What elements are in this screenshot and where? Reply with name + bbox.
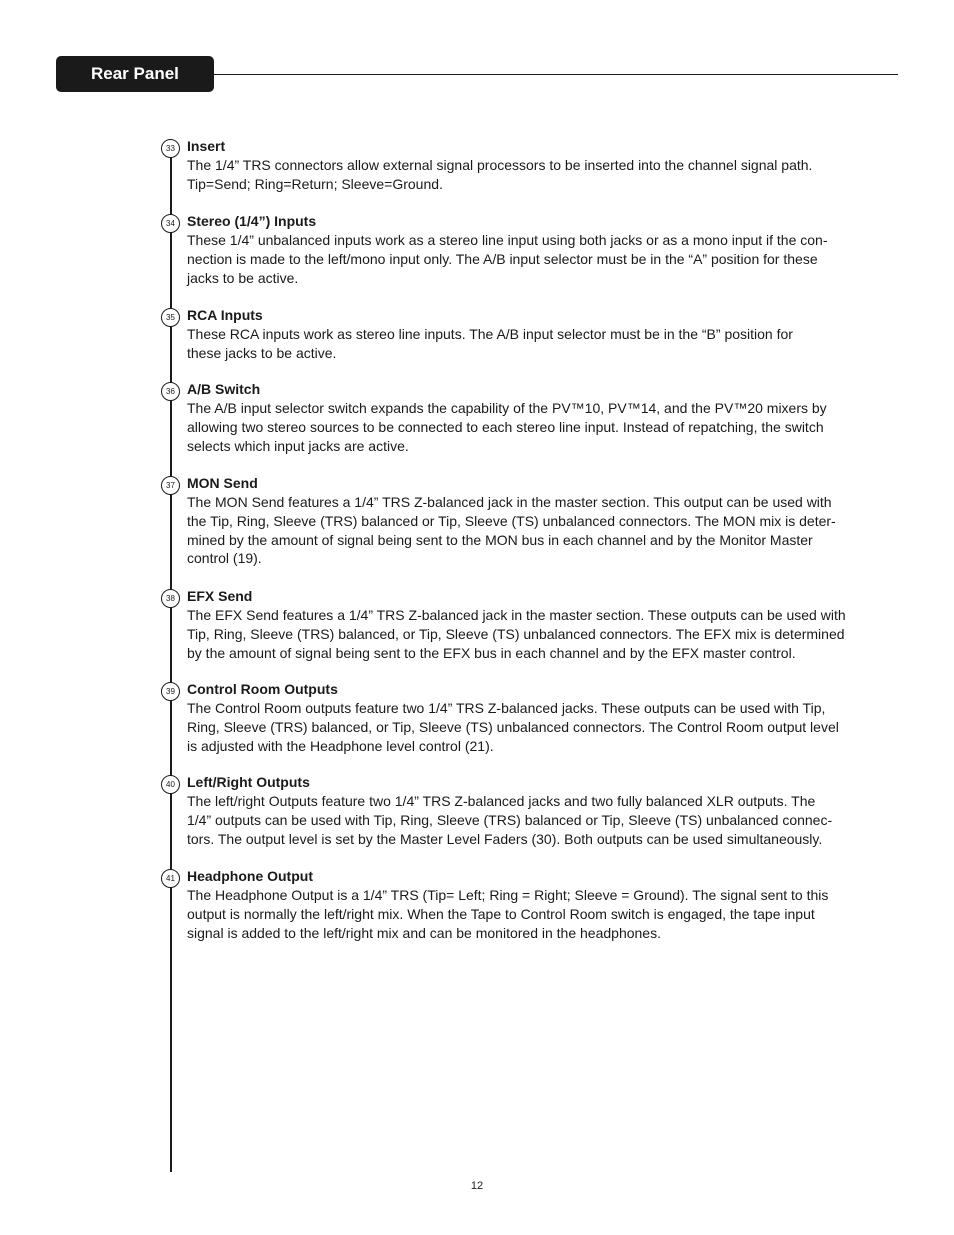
text-line: The Control Room outputs feature two 1/4” TRS Z-balanced jacks. These outputs can be used with Tip, bbox=[187, 700, 826, 716]
text-line: These 1/4” unbalanced inputs work as a stereo line input using both jacks or as a mono input if the con- bbox=[187, 232, 828, 248]
item-description bbox=[187, 886, 877, 942]
text-line: Tip=Send; Ring=Return; Sleeve=Ground. bbox=[187, 175, 443, 192]
item-title: Headphone Output bbox=[187, 868, 313, 884]
item-title: A/B Switch bbox=[187, 381, 261, 397]
item-number-badge: 41 bbox=[161, 869, 180, 888]
text-line: these jacks to be active. bbox=[187, 344, 337, 361]
item-title: Left/Right Outputs bbox=[187, 774, 310, 790]
item-description bbox=[187, 231, 877, 287]
text-line: the Tip, Ring, Sleeve (TRS) balanced or Tip, Sleeve (TS) unbalanced connectors. The MON mix is deter- bbox=[187, 512, 836, 529]
item-description bbox=[187, 493, 877, 568]
text-line: Ring, Sleeve (TRS) balanced, or Tip, Sleeve (TS) unbalanced connectors. The Control Room output level bbox=[187, 718, 839, 735]
text-line: The A/B input selector switch expands the capability of the PV™10, PV™14, and the PV™20 mixers by bbox=[187, 400, 827, 416]
item-description bbox=[187, 156, 877, 194]
item-title: MON Send bbox=[187, 475, 258, 491]
item-number-badge: 40 bbox=[161, 775, 180, 794]
item-title: Control Room Outputs bbox=[187, 681, 338, 697]
text-line: nection is made to the left/mono input only. The A/B input selector must be in the “A” position for these bbox=[187, 250, 818, 267]
text-line: These RCA inputs work as stereo line inputs. The A/B input selector must be in the “B” position for bbox=[187, 326, 793, 342]
item-description bbox=[187, 699, 877, 755]
text-line: The Headphone Output is a 1/4” TRS (Tip= Left; Ring = Right; Sleeve = Ground). The signal sent to this bbox=[187, 887, 829, 903]
item-number-badge: 33 bbox=[161, 139, 180, 158]
item-title: EFX Send bbox=[187, 588, 253, 604]
text-line: tors. The output level is set by the Master Level Faders (30). Both outputs can be used simultaneously. bbox=[187, 830, 823, 847]
item-description bbox=[187, 606, 877, 662]
text-line: The MON Send features a 1/4” TRS Z-balanced jack in the master section. This output can be used with bbox=[187, 494, 832, 510]
item-title: Insert bbox=[187, 138, 226, 154]
item-number-badge: 38 bbox=[161, 589, 180, 608]
item-number-badge: 35 bbox=[161, 308, 180, 327]
text-line: jacks to be active. bbox=[187, 269, 299, 286]
item-title: RCA Inputs bbox=[187, 307, 263, 323]
item-number-badge: 34 bbox=[161, 214, 180, 233]
header-rule bbox=[214, 74, 898, 75]
text-line: output is normally the left/right mix. When the Tape to Control Room switch is engaged, the tape input bbox=[187, 905, 815, 922]
text-line: 1/4” outputs can be used with Tip, Ring, Sleeve (TRS) balanced or Tip, Sleeve (TS) unbalanced connec- bbox=[187, 811, 833, 828]
item-number-badge: 37 bbox=[161, 476, 180, 495]
text-line: Tip, Ring, Sleeve (TRS) balanced, or Tip, Sleeve (TS) unbalanced connectors. The EFX mix is determined bbox=[187, 625, 845, 642]
section-header-tab bbox=[56, 56, 214, 92]
text-line: allowing two stereo sources to be connected to each stereo line input. Instead of repatching, the switch bbox=[187, 418, 824, 435]
item-description bbox=[187, 399, 877, 455]
text-line: mined by the amount of signal being sent to the MON bus in each channel and by the Monitor Master bbox=[187, 531, 813, 548]
text-line: is adjusted with the Headphone level control (21). bbox=[187, 737, 494, 754]
text-line: The 1/4” TRS connectors allow external signal processors to be inserted into the channel signal path. bbox=[187, 157, 813, 173]
item-number-badge: 36 bbox=[161, 382, 180, 401]
section-header-title: Rear Panel bbox=[91, 64, 179, 83]
text-line: by the amount of signal being sent to the EFX bus in each channel and by the EFX master control. bbox=[187, 644, 796, 661]
text-line: control (19). bbox=[187, 550, 262, 567]
text-line: selects which input jacks are active. bbox=[187, 437, 409, 454]
item-title: Stereo (1/4”) Inputs bbox=[187, 213, 317, 229]
text-line: The left/right Outputs feature two 1/4” TRS Z-balanced jacks and two fully balanced XLR outputs. The bbox=[187, 793, 816, 809]
page-number: 12 bbox=[470, 1180, 484, 1192]
text-line: signal is added to the left/right mix and can be monitored in the headphones. bbox=[187, 924, 661, 941]
item-description bbox=[187, 792, 877, 848]
item-description bbox=[187, 325, 877, 363]
item-number-badge: 39 bbox=[161, 682, 180, 701]
text-line: The EFX Send features a 1/4” TRS Z-balanced jack in the master section. These outputs can be used with bbox=[187, 607, 846, 623]
